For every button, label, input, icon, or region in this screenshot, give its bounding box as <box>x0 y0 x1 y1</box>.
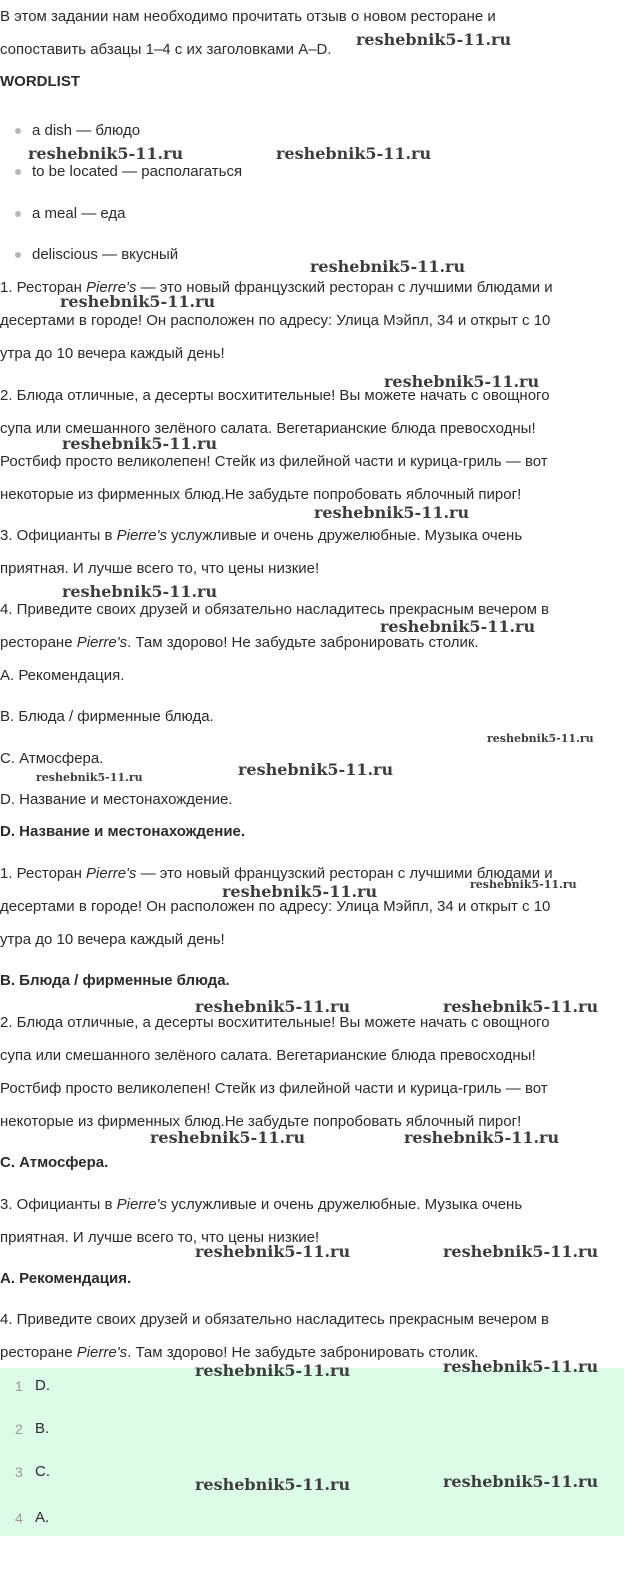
restaurant-name: Pierre's <box>116 1196 168 1213</box>
watermark: reshebnik5-11.ru <box>195 997 351 1016</box>
paragraph-3-line-1: 3. Официанты в Pierre's услужливые и очень дружелюбные. Музыка очень <box>0 527 523 544</box>
watermark: reshebnik5-11.ru <box>443 1357 599 1376</box>
restaurant-name: Pierre's <box>116 527 168 544</box>
solution-p4-line-2: ресторане Pierre's. Там здорово! Не забудьте забронировать столик. <box>0 1344 479 1361</box>
restaurant-name: Pierre's <box>76 1344 128 1361</box>
restaurant-name: Pierre's <box>86 279 137 296</box>
answers-box <box>0 1368 624 1536</box>
solution-p3-line-2: приятная. И лучше всего то, что цены низкие! <box>0 1229 320 1246</box>
paragraph-2-line-2: супа или смешанного зелёного салата. Вегетарианские блюда превосходны! <box>0 420 536 437</box>
paragraph-1-line-1: 1. Ресторан Pierre's — это новый французский ресторан с лучшими блюдами и <box>0 279 553 296</box>
watermark: reshebnik5-11.ru <box>60 292 216 311</box>
answer-value: A. <box>35 1509 50 1526</box>
solution-p2-line-3: Ростбиф просто великолепен! Стейк из филейной части и курица-гриль — вот <box>0 1080 548 1097</box>
watermark: reshebnik5-11.ru <box>195 1242 351 1261</box>
bullet-icon <box>15 128 21 134</box>
answer-value: C. <box>35 1463 50 1480</box>
solution-p2-line-2: супа или смешанного зелёного салата. Вегетарианские блюда превосходны! <box>0 1047 536 1064</box>
paragraph-3-line-2: приятная. И лучше всего то, что цены низкие! <box>0 560 320 577</box>
solution-p1-line-2: десертами в городе! Он расположен по адресу: Улица Мэйпл, 34 и открыт с 10 <box>0 898 551 915</box>
intro-line-2: сопоставить абзацы 1–4 с их заголовками A–D. <box>0 41 332 58</box>
answer-row <box>0 1508 624 1528</box>
watermark: reshebnik5-11.ru <box>195 1361 351 1380</box>
watermark: reshebnik5-11.ru <box>487 732 594 745</box>
watermark: reshebnik5-11.ru <box>195 1475 351 1494</box>
watermark: reshebnik5-11.ru <box>443 997 599 1016</box>
watermark: reshebnik5-11.ru <box>28 144 184 163</box>
wordlist-title: WORDLIST <box>0 73 80 90</box>
answer-row <box>0 1419 624 1439</box>
answer-heading-b: B. Блюда / фирменные блюда. <box>0 972 230 989</box>
bullet-icon <box>15 211 21 217</box>
paragraph-2-line-4: некоторые из фирменных блюд.Не забудьте попробовать яблочный пирог! <box>0 486 522 503</box>
answer-heading-a: A. Рекомендация. <box>0 1270 132 1287</box>
wordlist-item: a meal — еда <box>32 205 126 222</box>
solution-p1-line-1: 1. Ресторан Pierre's — это новый французский ресторан с лучшими блюдами и <box>0 865 553 882</box>
wordlist-item: deliscious — вкусный <box>32 246 179 263</box>
watermark: reshebnik5-11.ru <box>404 1128 560 1147</box>
watermark: reshebnik5-11.ru <box>150 1128 306 1147</box>
paragraph-4-line-2: ресторане Pierre's. Там здорово! Не забудьте забронировать столик. <box>0 634 479 651</box>
intro-line-1: В этом задании нам необходимо прочитать отзыв о новом ресторане и <box>0 8 496 25</box>
solution-p2-line-4: некоторые из фирменных блюд.Не забудьте попробовать яблочный пирог! <box>0 1113 522 1130</box>
paragraph-4-line-1: 4. Приведите своих друзей и обязательно насладитесь прекрасным вечером в <box>0 601 550 618</box>
paragraph-1-line-3: утра до 10 вечера каждый день! <box>0 345 225 362</box>
answer-number: 1 <box>15 1378 23 1394</box>
solution-p3-line-1: 3. Официанты в Pierre's услужливые и очень дружелюбные. Музыка очень <box>0 1196 523 1213</box>
paragraph-1-line-2: десертами в городе! Он расположен по адресу: Улица Мэйпл, 34 и открыт с 10 <box>0 312 551 329</box>
heading-d: D. Название и местонахождение. <box>0 791 233 808</box>
watermark: reshebnik5-11.ru <box>443 1472 599 1491</box>
heading-a: A. Рекомендация. <box>0 667 125 684</box>
watermark: reshebnik5-11.ru <box>36 771 143 784</box>
watermark: reshebnik5-11.ru <box>62 434 218 453</box>
answer-number: 4 <box>15 1510 23 1526</box>
watermark: reshebnik5-11.ru <box>310 257 466 276</box>
watermark: reshebnik5-11.ru <box>238 760 394 779</box>
answer-number: 2 <box>15 1421 23 1437</box>
watermark: reshebnik5-11.ru <box>380 617 536 636</box>
bullet-icon <box>15 169 21 175</box>
watermark: reshebnik5-11.ru <box>276 144 432 163</box>
wordlist-item: a dish — блюдо <box>32 122 141 139</box>
solution-p2-line-1: 2. Блюда отличные, а десерты восхитительные! Вы можете начать с овощного <box>0 1014 550 1031</box>
answer-heading-c: C. Атмосфера. <box>0 1154 109 1171</box>
answer-number: 3 <box>15 1464 23 1480</box>
watermark: reshebnik5-11.ru <box>62 582 218 601</box>
heading-b: B. Блюда / фирменные блюда. <box>0 708 214 725</box>
paragraph-2-line-3: Ростбиф просто великолепен! Стейк из филейной части и курица-гриль — вот <box>0 453 548 470</box>
solution-p1-line-3: утра до 10 вечера каждый день! <box>0 931 225 948</box>
restaurant-name: Pierre's <box>76 634 128 651</box>
watermark: reshebnik5-11.ru <box>356 30 512 49</box>
wordlist-item: to be located — располагаться <box>32 163 243 180</box>
watermark: reshebnik5-11.ru <box>470 878 577 891</box>
watermark: reshebnik5-11.ru <box>222 882 378 901</box>
bullet-icon <box>15 252 21 258</box>
watermark: reshebnik5-11.ru <box>443 1242 599 1261</box>
answer-value: D. <box>35 1377 50 1394</box>
solution-p4-line-1: 4. Приведите своих друзей и обязательно насладитесь прекрасным вечером в <box>0 1311 550 1328</box>
restaurant-name: Pierre's <box>86 865 137 882</box>
heading-c: C. Атмосфера. <box>0 750 104 767</box>
watermark: reshebnik5-11.ru <box>314 503 470 522</box>
answer-heading-d: D. Название и местонахождение. <box>0 823 246 840</box>
paragraph-2-line-1: 2. Блюда отличные, а десерты восхитительные! Вы можете начать с овощного <box>0 387 550 404</box>
answer-value: B. <box>35 1420 50 1437</box>
watermark: reshebnik5-11.ru <box>384 372 540 391</box>
